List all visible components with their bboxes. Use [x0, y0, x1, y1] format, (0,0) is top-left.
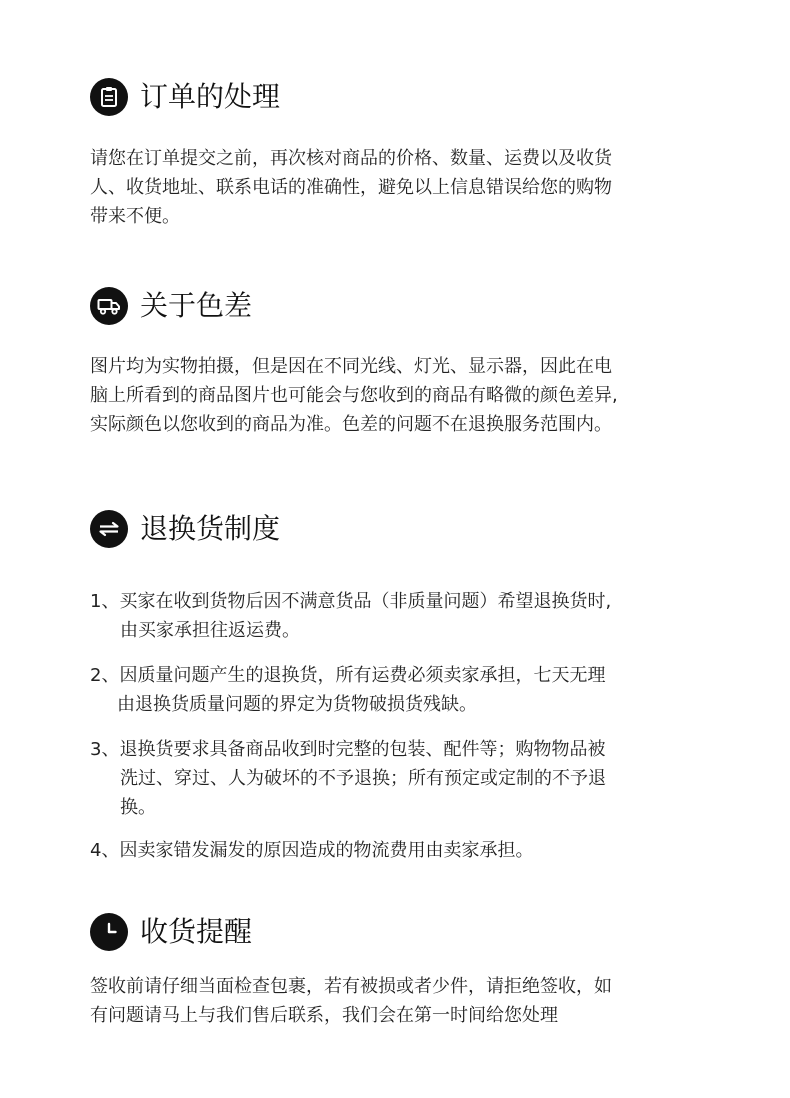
returns-item-3-line-1: 退换货要求具备商品收到时完整的包装、配件等；购物物品被 — [119, 739, 606, 760]
section-title-color: 关于色差 — [140, 289, 253, 322]
truck-icon — [90, 287, 128, 325]
order-line-1: 请您在订单提交之前，再次核对商品的价格、数量、运费以及收货 — [90, 148, 612, 169]
clipboard-icon — [90, 78, 128, 116]
exchange-arrows-icon — [90, 510, 128, 548]
returns-item-1-line-2: 由买家承担往返运费。 — [120, 620, 300, 641]
section-heading-color — [90, 285, 252, 327]
section-heading-receipt — [90, 911, 252, 953]
receipt-line-1: 签收前请仔细当面检查包裹，若有被损或者少件，请拒绝签收，如 — [90, 976, 612, 997]
color-paragraph — [90, 352, 710, 439]
returns-item-3-line-2: 洗过、穿过、人为破坏的不予退换；所有预定或定制的不予退 — [120, 768, 606, 789]
returns-item-1-line-1: 买家在收到货物后因不满意货品（非质量问题）希望退换货时, — [119, 591, 612, 612]
returns-item-4-number: 4、 — [90, 840, 120, 861]
section-title-receipt: 收货提醒 — [140, 915, 253, 948]
receipt-line-2: 有问题请马上与我们售后联系，我们会在第一时间给您处理 — [90, 1005, 558, 1026]
returns-item-3-line-3: 换。 — [120, 797, 156, 818]
returns-item-4 — [90, 836, 710, 865]
order-line-2: 人、收货地址、联系电话的准确性，避免以上信息错误给您的购物 — [90, 177, 612, 198]
order-paragraph — [90, 144, 710, 231]
returns-item-3 — [90, 735, 710, 822]
returns-item-1 — [90, 587, 710, 645]
returns-item-2 — [90, 661, 710, 719]
order-line-3: 带来不便。 — [90, 206, 180, 227]
color-line-3: 实际颜色以您收到的商品为准。色差的问题不在退换服务范围内。 — [90, 414, 612, 435]
section-heading-order — [90, 76, 280, 118]
receipt-paragraph — [90, 972, 710, 1030]
returns-item-4-line-1: 因卖家错发漏发的原因造成的物流费用由卖家承担。 — [119, 840, 534, 861]
returns-item-1-number: 1、 — [90, 591, 120, 612]
color-line-1: 图片均为实物拍摄，但是因在不同光线、灯光、显示器，因此在电 — [90, 356, 612, 377]
clock-icon — [90, 913, 128, 951]
returns-item-2-line-1: 因质量问题产生的退换货，所有运费必须卖家承担，七天无理 — [119, 665, 606, 686]
section-title-order: 订单的处理 — [140, 80, 281, 113]
color-line-2: 脑上所看到的商品图片也可能会与您收到的商品有略微的颜色差异, — [90, 385, 618, 406]
returns-item-3-number: 3、 — [90, 739, 120, 760]
section-heading-returns — [90, 508, 280, 550]
returns-item-2-line-2: 由退换货质量问题的界定为货物破损货残缺。 — [117, 694, 477, 715]
returns-item-2-number: 2、 — [90, 665, 120, 686]
section-title-returns: 退换货制度 — [140, 512, 281, 545]
